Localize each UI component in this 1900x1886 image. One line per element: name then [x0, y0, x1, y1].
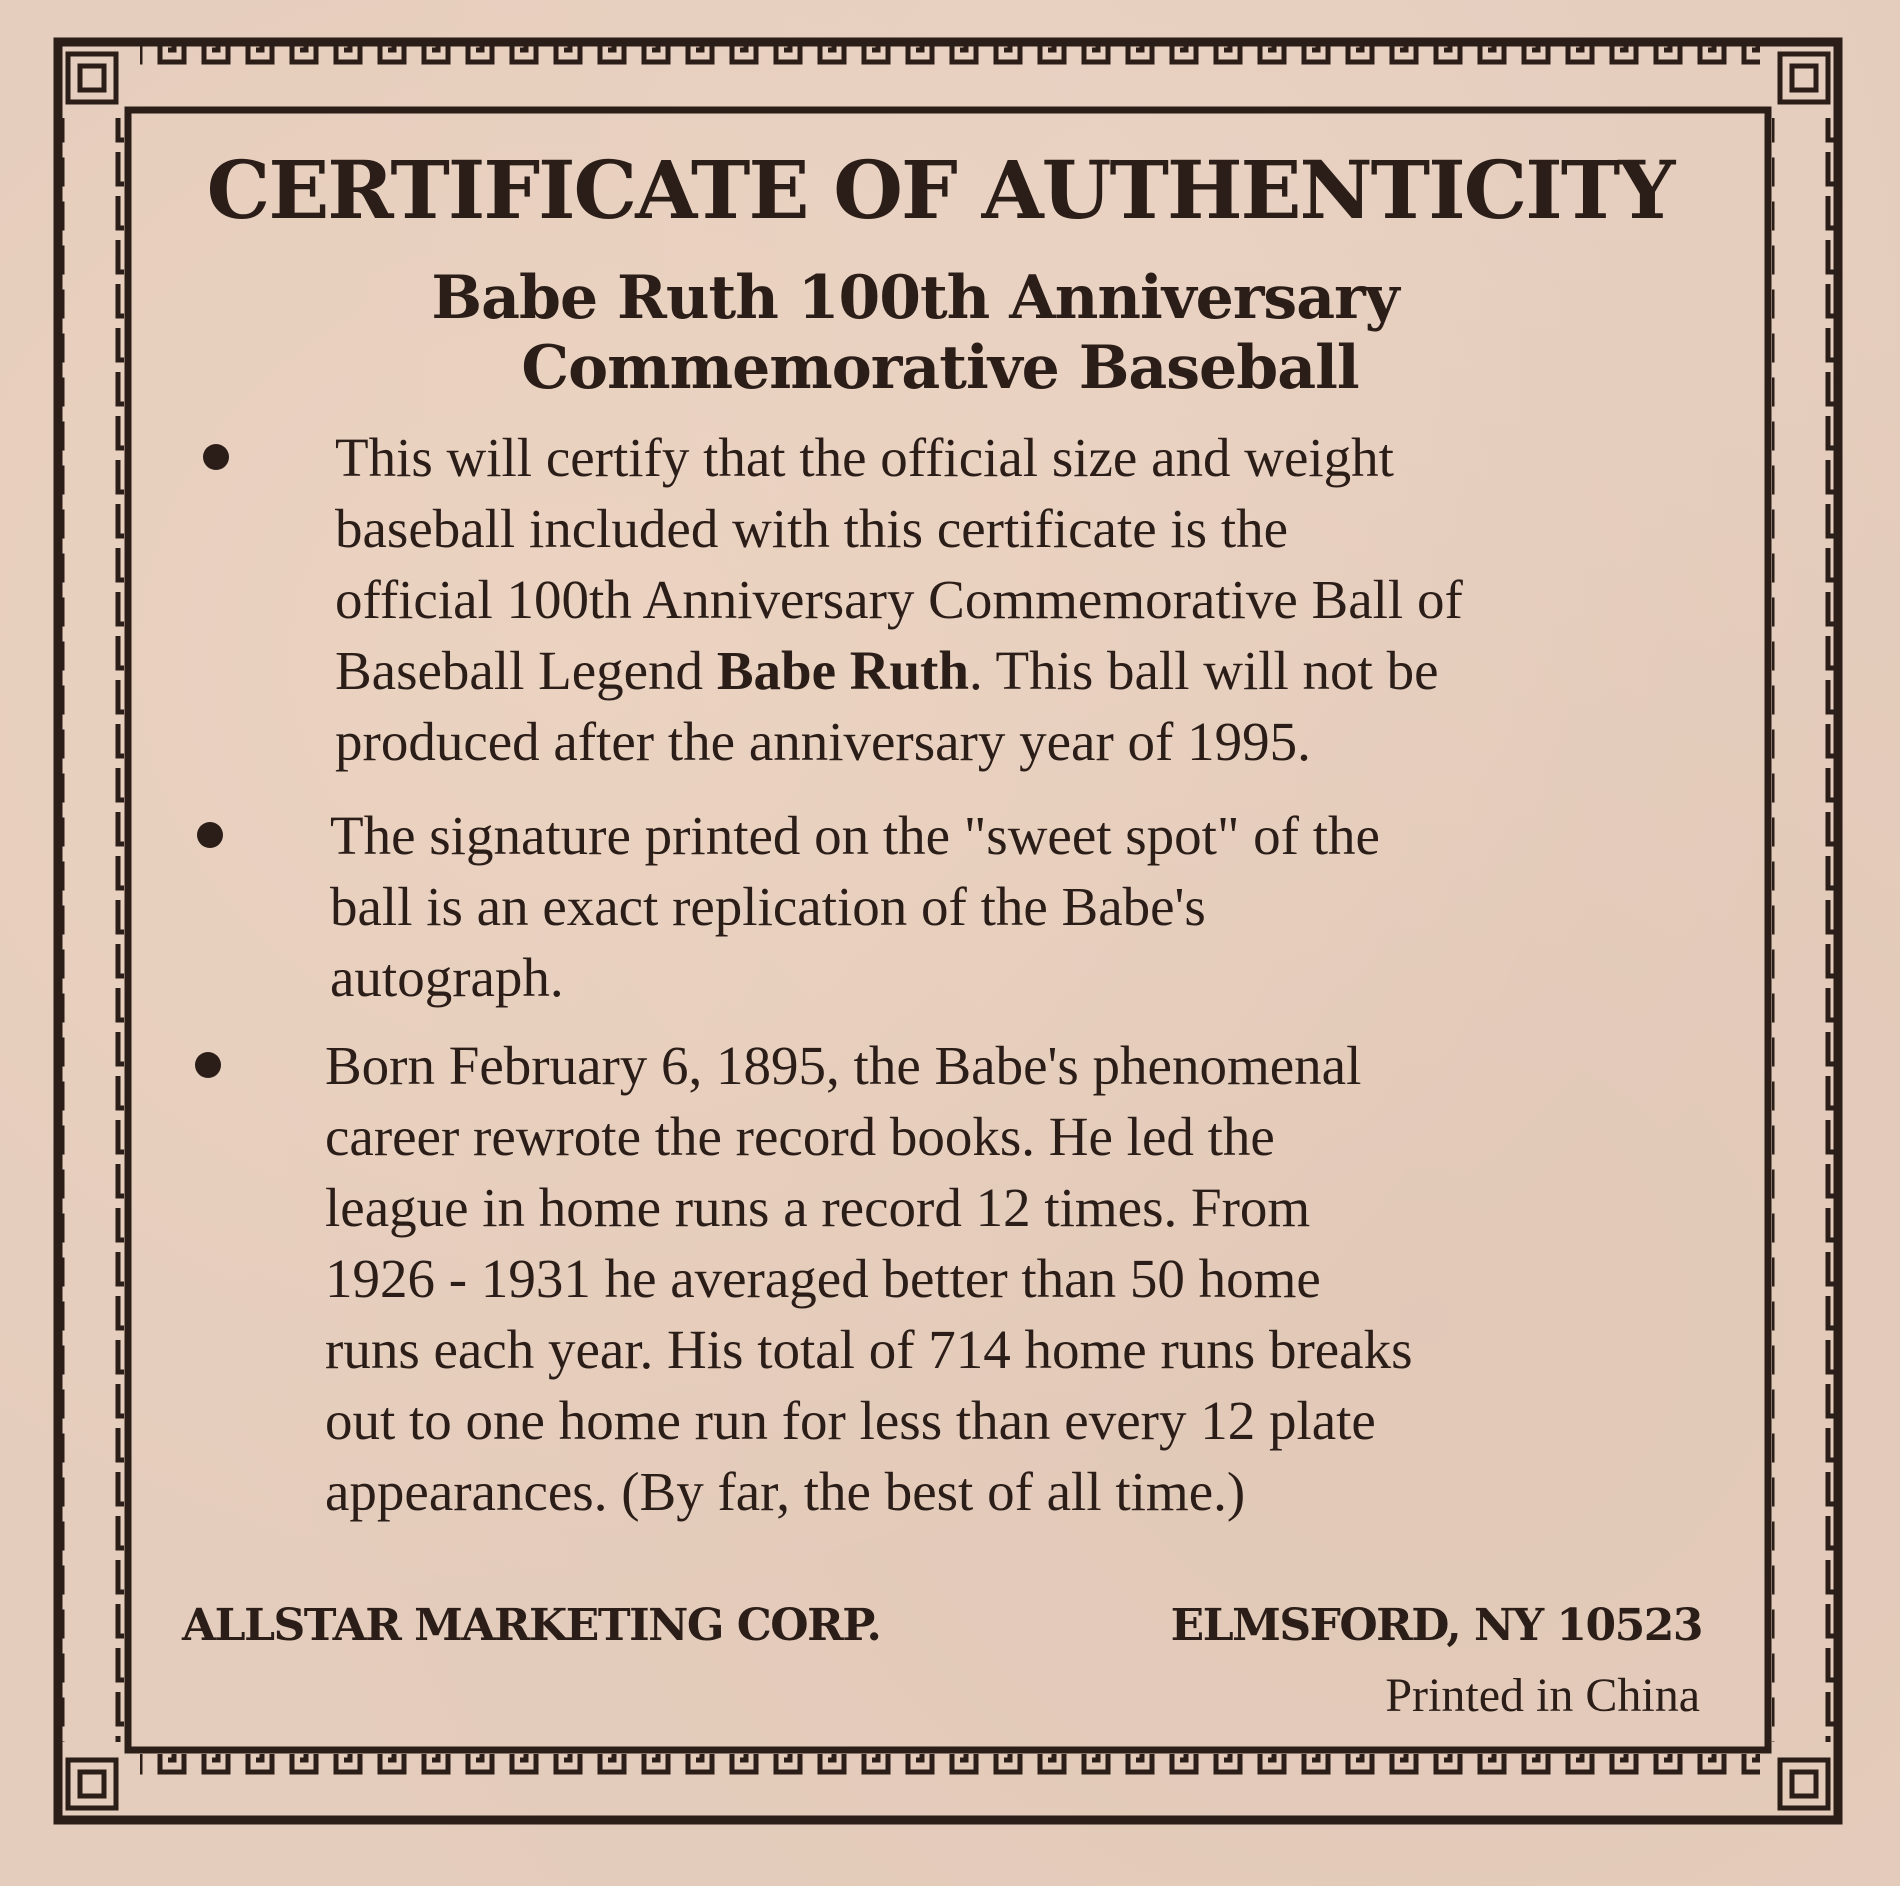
company-name: ALLSTAR MARKETING CORP.	[182, 1600, 881, 1651]
bullet-text	[335, 422, 1715, 777]
subtitle-line-1: Babe Ruth 100th Anniversary	[431, 263, 1399, 333]
bullet-dot	[203, 444, 229, 470]
bold-name: Babe Ruth	[716, 640, 969, 701]
certificate-content	[140, 110, 1740, 1750]
bullet-text: Born February 6, 1895, the Babe's phenomenal career rewrote the record books. He led the league in home runs a record 12 times. From 1926 - 1931 he averaged better than 50 home runs each year. His total of 714 home runs breaks out to one home run for less than every 12 plate appearances. (By far, the best of all time.)	[325, 1035, 1413, 1522]
subtitle-line-2: Commemorative Baseball	[521, 333, 1359, 403]
company-address: ELMSFORD, NY 10523	[1170, 1600, 1702, 1651]
bullet-dot	[195, 1052, 221, 1078]
bullet-text: The signature printed on the "sweet spot" of the ball is an exact replication of the Babe's autograph.	[330, 805, 1380, 1008]
bullet-text-start: This will certify that the official size and weight baseball included with this certificate is the official 100th Anniversary Commemorative Ball of Baseball Legend	[335, 427, 1463, 701]
bullet-dot	[197, 822, 223, 848]
printed-in: Printed in China	[1385, 1669, 1700, 1722]
certificate-title: CERTIFICATE OF AUTHENTICITY	[206, 143, 1674, 237]
bullet-text-end: . This ball will not be produced after the anniversary year of 1995.	[335, 640, 1439, 772]
